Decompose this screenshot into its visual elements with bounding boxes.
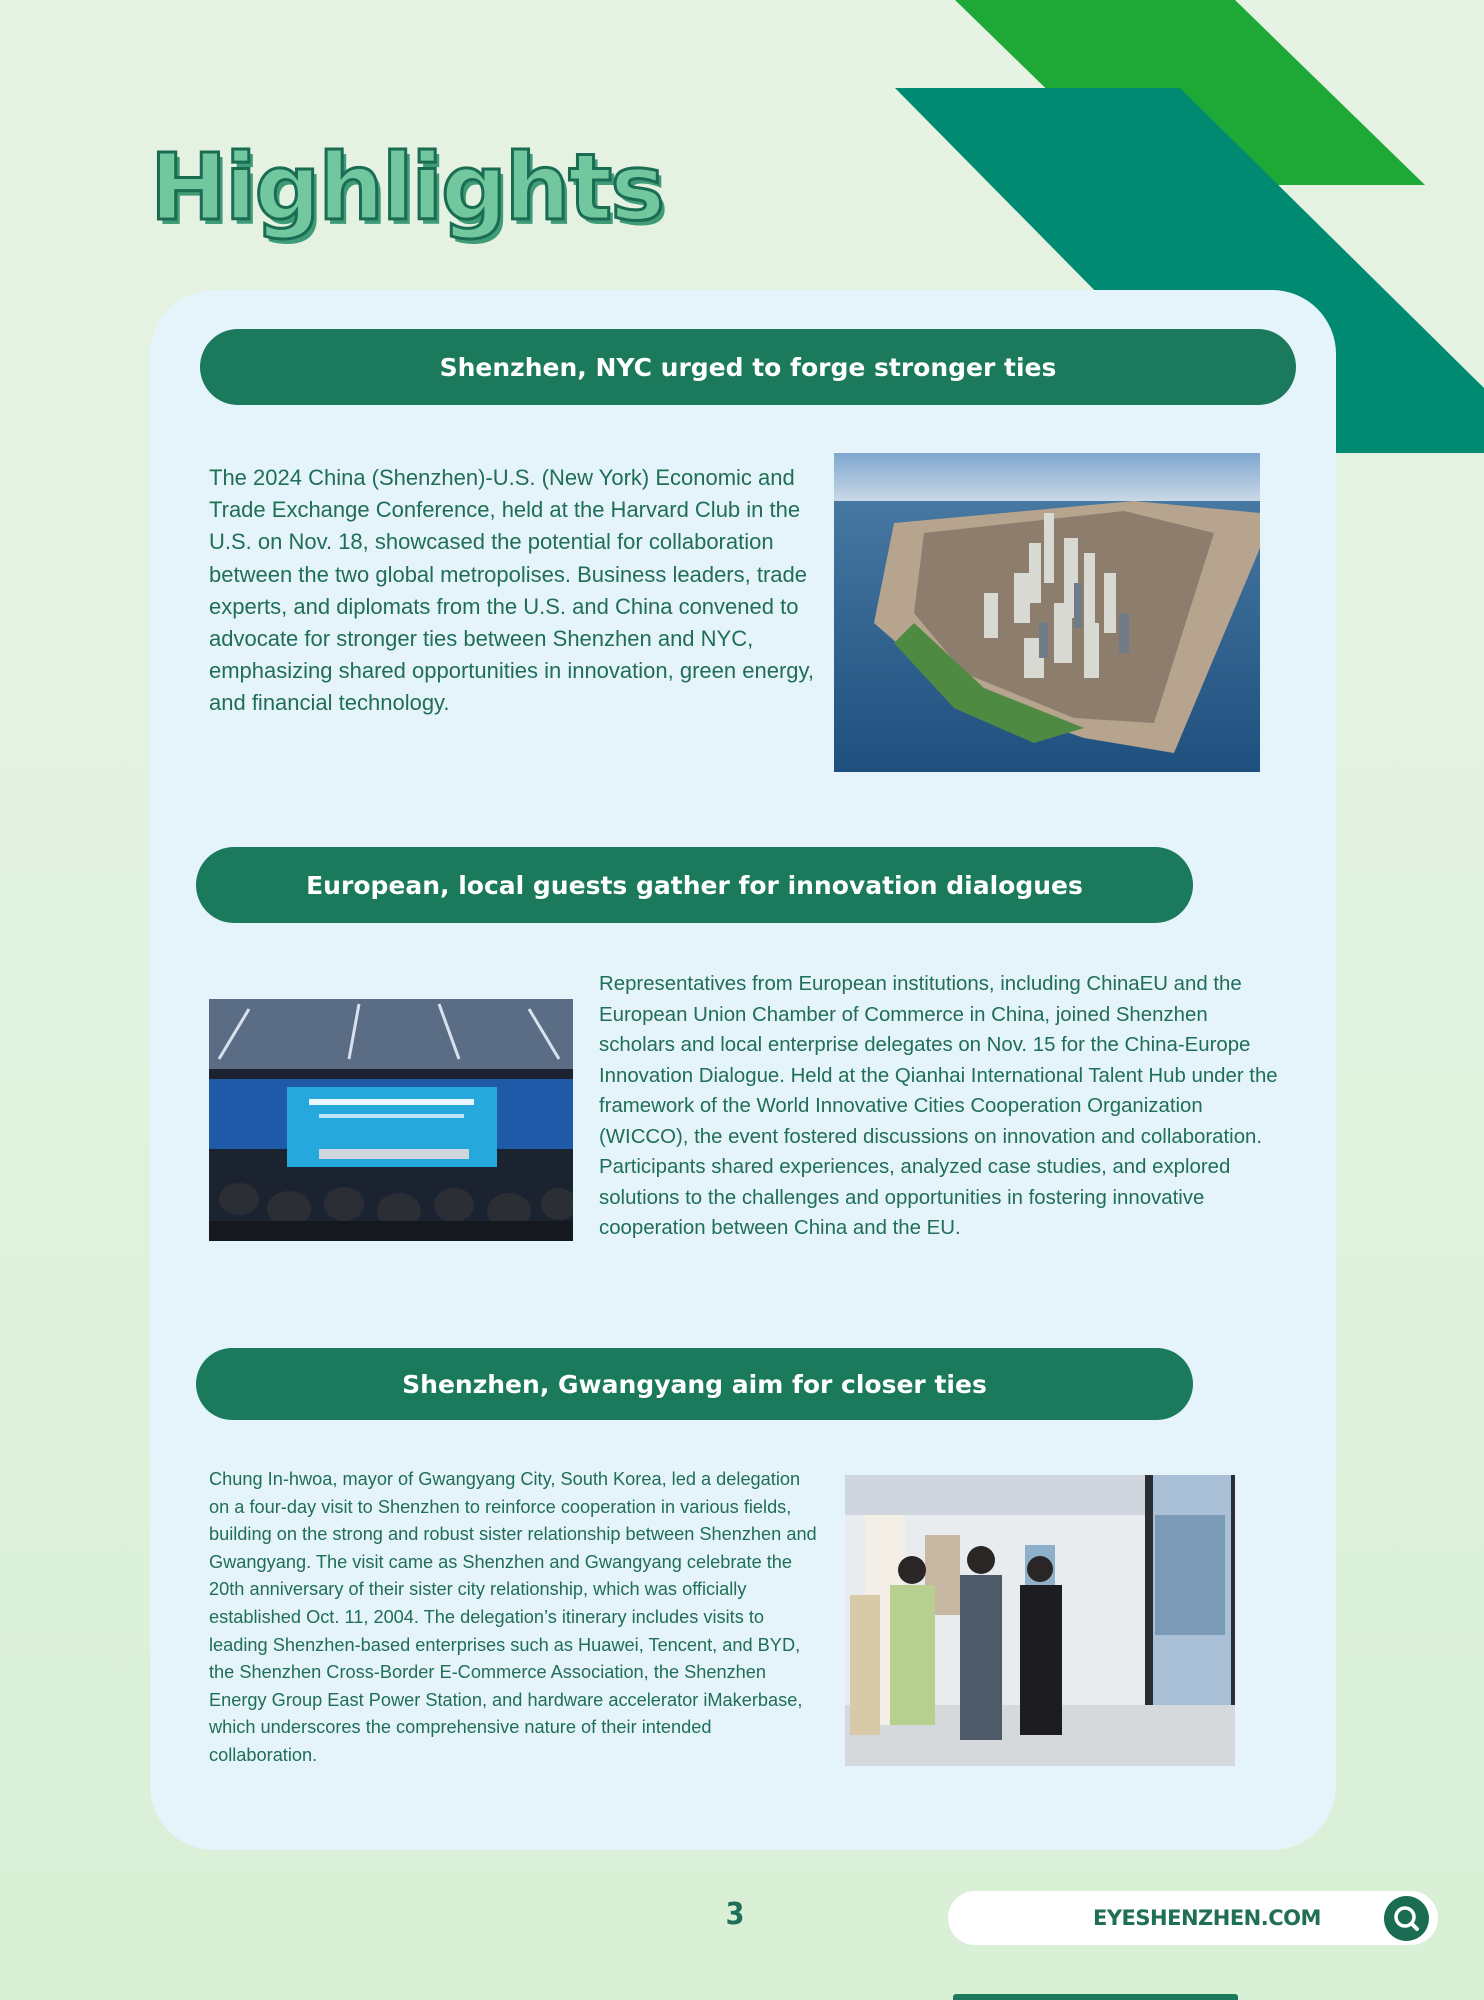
delegation-visit-photo — [845, 1475, 1235, 1766]
bottom-accent-bar — [953, 1994, 1238, 2000]
page-number: 3 — [725, 1897, 745, 1932]
website-link[interactable]: EYESHENZHEN.COM — [1093, 1906, 1321, 1930]
article-3-heading: Shenzhen, Gwangyang aim for closer ties — [196, 1348, 1193, 1420]
conference-photo — [209, 999, 573, 1241]
article-1-body: The 2024 China (Shenzhen)-U.S. (New York) Economic and Trade Exchange Conference, held at the Harvard Club in the U.S. on Nov. 18, showcased the potential for collaboration between the two global metropolises. Business leaders, trade experts, and diplomats from the U.S. and China convened to advocate for stronger ties between Shenzhen and NYC, emphasizing shared opportunities in innovation, green energy, and financial technology. — [209, 465, 814, 716]
article-2-heading: European, local guests gather for innovation dialogues — [196, 847, 1193, 923]
search-icon — [1384, 1896, 1429, 1941]
website-pill[interactable] — [948, 1891, 1438, 1945]
page-title: Highlights — [150, 134, 664, 241]
nyc-aerial-photo — [834, 453, 1260, 772]
article-1-heading: Shenzhen, NYC urged to forge stronger ties — [200, 329, 1296, 405]
search-button[interactable] — [1384, 1896, 1429, 1941]
article-3-body: Chung In-hwoa, mayor of Gwangyang City, South Korea, led a delegation on a four-day visit to Shenzhen to reinforce cooperation in various fields, building on the strong and robust sister relationship between Shenzhen and Gwangyang. The visit came as Shenzhen and Gwangyang celebrate the 20th anniversary of their sister city relationship, which was officially established Oct. 11, 2004. The delegation’s itinerary includes visits to leading Shenzhen-based enterprises such as Huawei, Tencent, and BYD, the Shenzhen Cross-Border E-Commerce Association, the Shenzhen Energy Group East Power Station, and hardware accelerator iMakerbase, which underscores the comprehensive nature of their intended collaboration. — [209, 1469, 817, 1765]
article-2-body: Representatives from European institutions, including ChinaEU and the European Union Chamber of Commerce in China, joined Shenzhen scholars and local enterprise delegates on Nov. 15 for the China-Europe Innovation Dialogue. Held at the Qianhai International Talent Hub under the framework of the World Innovative Cities Cooperation Organization (WICCO), the event fostered discussions on innovation and collaboration. Participants shared experiences, analyzed case studies, and explored solutions to the challenges and opportunities in fostering innovative cooperation between China and the EU. — [599, 973, 1278, 1239]
